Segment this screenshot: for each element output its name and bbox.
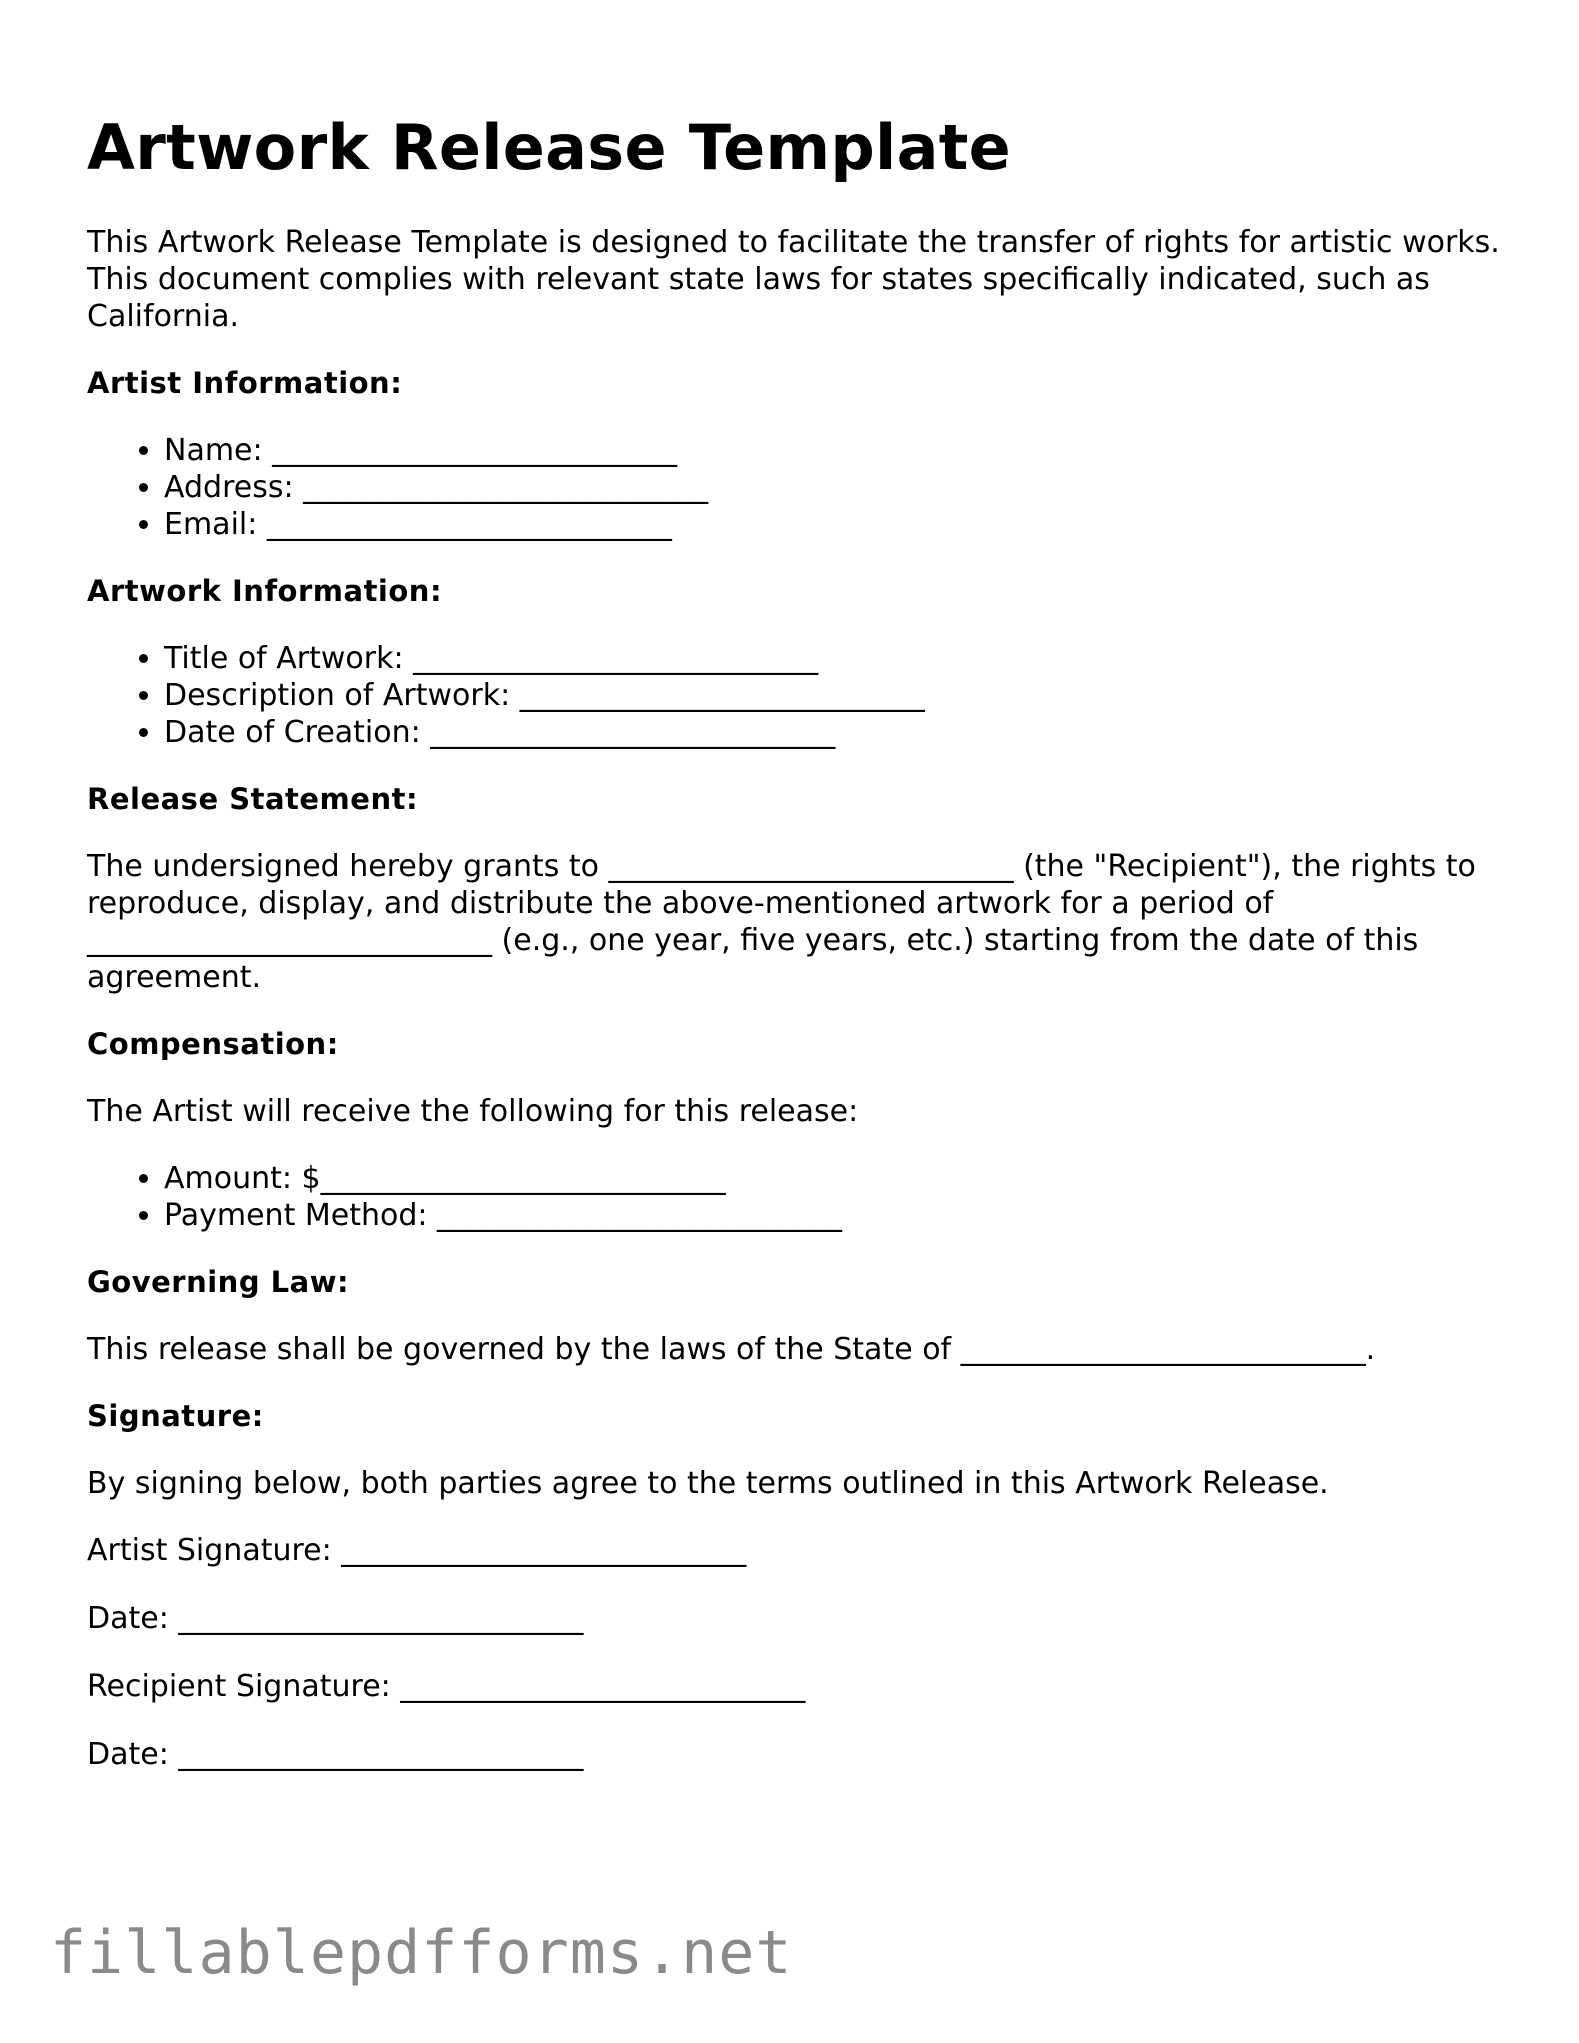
governing-law-heading: Governing Law: bbox=[87, 1265, 350, 1299]
release-statement-text: The undersigned hereby grants to ___________________________ (the "Recipient"), the rights to reproduce, display, and distribute the above-mentioned artwork for a period of ___________________________ (e.g., one year, five years, etc.) starting from the date of this agreement. bbox=[87, 849, 1476, 995]
artwork-title-field: • Title of Artwork: ___________________________ bbox=[164, 640, 1507, 677]
compensation-list bbox=[87, 1160, 1507, 1234]
artwork-information-heading: Artwork Information: bbox=[87, 574, 443, 608]
compensation-payment-method-field: • Payment Method: ___________________________ bbox=[164, 1197, 1507, 1234]
recipient-signature-line: Recipient Signature: ___________________________ bbox=[87, 1669, 806, 1704]
artwork-information-list bbox=[87, 640, 1507, 751]
release-statement-heading: Release Statement: bbox=[87, 782, 419, 816]
artist-name-field: • Name: ___________________________ bbox=[164, 432, 1507, 469]
artwork-date-field: • Date of Creation: ___________________________ bbox=[164, 714, 1507, 751]
signature-heading: Signature: bbox=[87, 1399, 264, 1433]
artist-information-list bbox=[87, 432, 1507, 543]
artist-address-field: • Address: ___________________________ bbox=[164, 469, 1507, 506]
signature-text: By signing below, both parties agree to the terms outlined in this Artwork Release. bbox=[87, 1466, 1329, 1501]
artist-date-line: Date: ___________________________ bbox=[87, 1601, 584, 1636]
document-page bbox=[87, 108, 1507, 1804]
intro-paragraph: This Artwork Release Template is designed to facilitate the transfer of rights for artistic works. This document complies with relevant state laws for states specifically indicated, such as California. bbox=[87, 225, 1500, 334]
compensation-text: The Artist will receive the following for this release: bbox=[87, 1094, 859, 1129]
artist-signature-line: Artist Signature: ___________________________ bbox=[87, 1533, 747, 1568]
document-title: Artwork Release Template bbox=[87, 111, 1012, 184]
compensation-heading: Compensation: bbox=[87, 1027, 339, 1061]
artist-information-heading: Artist Information: bbox=[87, 366, 403, 400]
governing-law-text: This release shall be governed by the laws of the State of ___________________________. bbox=[87, 1332, 1376, 1367]
artist-email-field: • Email: ___________________________ bbox=[164, 506, 1507, 543]
compensation-amount-field: • Amount: $___________________________ bbox=[164, 1160, 1507, 1197]
artwork-description-field: • Description of Artwork: ___________________________ bbox=[164, 677, 1507, 714]
recipient-date-line: Date: ___________________________ bbox=[87, 1737, 584, 1772]
watermark-logo: fillablepdfforms.net bbox=[50, 1918, 793, 1988]
